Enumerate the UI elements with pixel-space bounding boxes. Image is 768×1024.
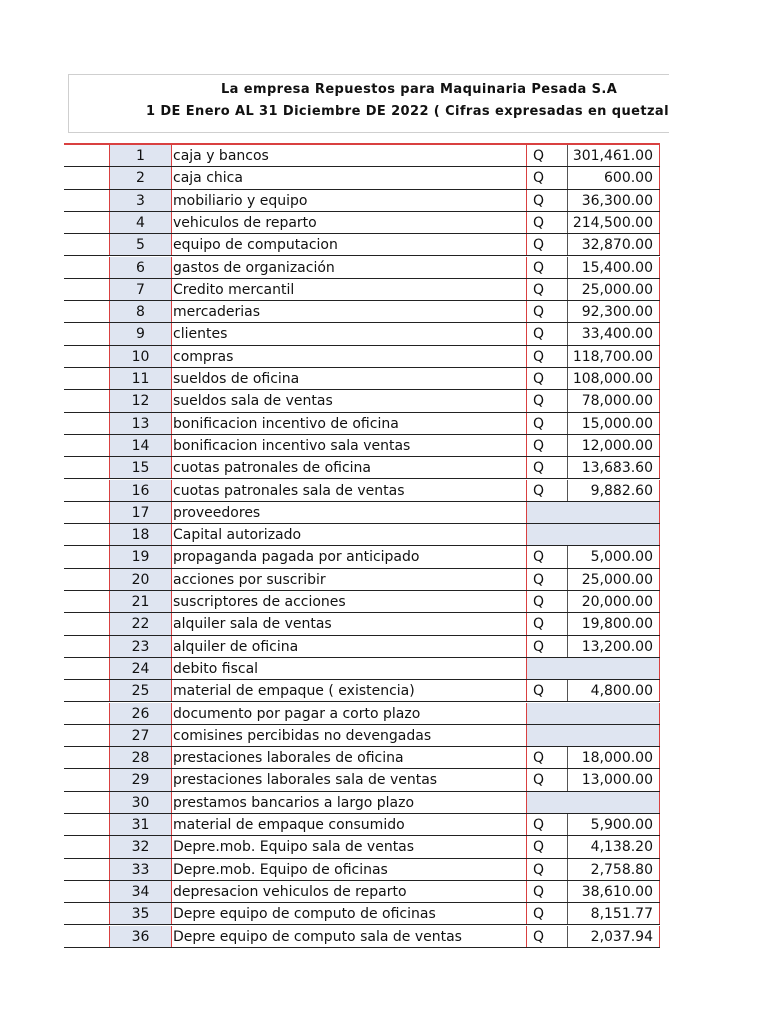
- blank-cell[interactable]: [64, 190, 109, 211]
- row-number-cell[interactable]: 1: [109, 145, 172, 166]
- blank-cell[interactable]: [64, 524, 109, 545]
- table-row: [64, 390, 660, 412]
- blank-cell[interactable]: [64, 480, 109, 501]
- blank-cell[interactable]: [64, 368, 109, 389]
- account-name-cell[interactable]: cuotas patronales de oficina: [173, 460, 371, 477]
- table-row: [64, 457, 660, 479]
- amount-cell[interactable]: 19,800.00: [568, 613, 660, 634]
- account-name-cell[interactable]: proveedores: [173, 504, 261, 521]
- amount-cell[interactable]: 15,000.00: [568, 413, 660, 434]
- amount-cell[interactable]: 33,400.00: [568, 323, 660, 344]
- row-number-cell[interactable]: 25: [109, 680, 172, 701]
- blank-cell[interactable]: [64, 502, 109, 523]
- account-name-cell[interactable]: material de empaque consumido: [173, 817, 405, 833]
- currency-cell[interactable]: [526, 725, 568, 746]
- amount-cell[interactable]: 78,000.00: [568, 390, 660, 411]
- blank-cell[interactable]: [64, 257, 109, 278]
- table-row: [64, 658, 660, 680]
- amount-cell[interactable]: 4,800.00: [568, 680, 660, 701]
- blank-cell[interactable]: [64, 658, 109, 679]
- row-number-cell[interactable]: 34: [109, 881, 172, 902]
- account-name-cell[interactable]: vehiculos de reparto: [173, 214, 317, 231]
- row-number-cell[interactable]: 17: [109, 502, 172, 523]
- currency-cell[interactable]: Q: [526, 480, 568, 501]
- amount-cell[interactable]: 5,000.00: [568, 546, 660, 567]
- row-number-cell[interactable]: 27: [109, 725, 172, 746]
- table-row: [64, 703, 660, 725]
- account-name-cell[interactable]: sueldos de oficina: [173, 371, 300, 387]
- account-name-cell[interactable]: compras: [173, 348, 234, 365]
- currency-cell[interactable]: Q: [526, 167, 568, 188]
- table-row: [64, 323, 660, 345]
- amount-cell[interactable]: [568, 725, 660, 746]
- currency-cell[interactable]: Q: [526, 145, 568, 166]
- table-row: [64, 792, 660, 814]
- row-number-cell[interactable]: 7: [109, 279, 172, 300]
- account-name-cell[interactable]: suscriptores de acciones: [173, 594, 346, 610]
- currency-cell[interactable]: Q: [526, 680, 568, 701]
- table-row: [64, 680, 660, 702]
- row-number-cell[interactable]: 26: [109, 703, 172, 724]
- account-name-cell[interactable]: depresacion vehiculos de reparto: [173, 883, 407, 900]
- currency-cell[interactable]: Q: [526, 769, 568, 790]
- amount-cell[interactable]: [568, 703, 660, 724]
- blank-cell[interactable]: [64, 792, 109, 813]
- currency-cell[interactable]: Q: [526, 257, 568, 278]
- account-name-cell[interactable]: prestamos bancarios a largo plazo: [173, 794, 415, 811]
- table-row: [64, 591, 660, 613]
- account-name-cell[interactable]: Depre equipo de computo de oficinas: [173, 906, 436, 923]
- table-row: [64, 234, 660, 256]
- account-name-cell[interactable]: cuotas patronales sala de ventas: [173, 482, 405, 499]
- currency-cell[interactable]: Q: [526, 859, 568, 880]
- account-name-cell[interactable]: sueldos sala de ventas: [173, 393, 333, 410]
- currency-cell[interactable]: Q: [526, 390, 568, 411]
- currency-cell[interactable]: Q: [526, 323, 568, 344]
- row-number-cell[interactable]: 16: [109, 480, 172, 501]
- amount-cell[interactable]: [568, 792, 660, 813]
- account-name-cell[interactable]: bonificacion incentivo sala ventas: [173, 437, 411, 454]
- currency-cell[interactable]: [526, 658, 568, 679]
- blank-cell[interactable]: [64, 546, 109, 567]
- row-number-cell[interactable]: 22: [109, 613, 172, 634]
- currency-cell[interactable]: Q: [526, 190, 568, 211]
- table-row: [64, 747, 660, 769]
- table-row: [64, 859, 660, 881]
- blank-cell[interactable]: [64, 457, 109, 478]
- blank-cell[interactable]: [64, 725, 109, 746]
- currency-cell[interactable]: Q: [526, 836, 568, 857]
- currency-cell[interactable]: [526, 703, 568, 724]
- blank-cell[interactable]: [64, 636, 109, 657]
- currency-cell[interactable]: Q: [526, 212, 568, 233]
- table-row: [64, 881, 660, 903]
- amount-cell[interactable]: [568, 658, 660, 679]
- account-name-cell[interactable]: clientes: [173, 326, 228, 343]
- blank-cell[interactable]: [64, 703, 109, 724]
- currency-cell[interactable]: Q: [526, 546, 568, 567]
- currency-cell[interactable]: Q: [526, 747, 568, 768]
- blank-cell[interactable]: [64, 747, 109, 768]
- blank-cell[interactable]: [64, 346, 109, 367]
- table-row: [64, 279, 660, 301]
- row-number-cell[interactable]: 36: [109, 926, 172, 947]
- account-name-cell[interactable]: prestaciones laborales de oficina: [173, 750, 404, 767]
- table-row: [64, 769, 660, 791]
- blank-cell[interactable]: [64, 435, 109, 456]
- amount-cell[interactable]: 118,700.00: [568, 346, 660, 367]
- table-row: [64, 301, 660, 323]
- currency-cell[interactable]: [526, 792, 568, 813]
- table-row: [64, 435, 660, 457]
- account-name-cell[interactable]: documento por pagar a corto plazo: [173, 705, 421, 722]
- blank-cell[interactable]: [64, 234, 109, 255]
- table-row: [64, 257, 660, 279]
- currency-cell[interactable]: Q: [526, 903, 568, 924]
- amount-cell[interactable]: 15,400.00: [568, 257, 660, 278]
- account-name-cell[interactable]: equipo de computacion: [173, 237, 338, 254]
- blank-cell[interactable]: [64, 569, 109, 590]
- account-name-cell[interactable]: propaganda pagada por anticipado: [173, 549, 420, 566]
- amount-cell[interactable]: 4,138.20: [568, 836, 660, 857]
- account-name-cell[interactable]: caja chica: [173, 170, 243, 187]
- table-row: [64, 167, 660, 189]
- blank-cell[interactable]: [64, 413, 109, 434]
- row-number-cell[interactable]: 31: [109, 814, 172, 835]
- amount-cell[interactable]: [568, 502, 660, 523]
- amount-cell[interactable]: 36,300.00: [568, 190, 660, 211]
- row-number-cell[interactable]: 2: [109, 167, 172, 188]
- account-name-cell[interactable]: Credito mercantil: [173, 281, 295, 298]
- row-number-cell[interactable]: 4: [109, 212, 172, 233]
- amount-cell[interactable]: 25,000.00: [568, 279, 660, 300]
- blank-cell[interactable]: [64, 926, 109, 947]
- currency-cell[interactable]: Q: [526, 569, 568, 590]
- table-row: [64, 190, 660, 212]
- row-number-cell[interactable]: 8: [109, 301, 172, 322]
- account-name-cell[interactable]: mobiliario y equipo: [173, 192, 308, 209]
- blank-cell[interactable]: [64, 903, 109, 924]
- blank-cell[interactable]: [64, 769, 109, 790]
- account-name-cell[interactable]: comisines percibidas no devengadas: [173, 727, 432, 744]
- currency-cell[interactable]: Q: [526, 346, 568, 367]
- amount-cell[interactable]: 9,882.60: [568, 480, 660, 501]
- account-name-cell[interactable]: material de empaque ( existencia): [173, 683, 415, 700]
- amount-cell[interactable]: 18,000.00: [568, 747, 660, 768]
- amount-cell[interactable]: 2,037.94: [568, 926, 660, 947]
- table-row: [64, 903, 660, 925]
- currency-cell[interactable]: Q: [526, 636, 568, 657]
- table-row: [64, 569, 660, 591]
- table-row: [64, 926, 660, 948]
- amount-cell[interactable]: 600.00: [568, 167, 660, 188]
- blank-cell[interactable]: [64, 390, 109, 411]
- sheet-header: [68, 74, 669, 133]
- table-row: [64, 636, 660, 658]
- table-row: [64, 546, 660, 568]
- row-number-cell[interactable]: 35: [109, 903, 172, 924]
- row-number-cell[interactable]: 10: [109, 346, 172, 367]
- row-number-cell[interactable]: 5: [109, 234, 172, 255]
- blank-cell[interactable]: [64, 167, 109, 188]
- currency-cell[interactable]: Q: [526, 881, 568, 902]
- amount-cell[interactable]: 2,758.80: [568, 859, 660, 880]
- blank-cell[interactable]: [64, 613, 109, 634]
- row-number-cell[interactable]: 15: [109, 457, 172, 478]
- account-name-cell[interactable]: bonificacion incentivo de oficina: [173, 415, 399, 432]
- blank-cell[interactable]: [64, 836, 109, 857]
- row-number-cell[interactable]: 19: [109, 546, 172, 567]
- table-row: [64, 368, 660, 390]
- table-row: [64, 613, 660, 635]
- amount-cell[interactable]: 214,500.00: [568, 212, 660, 233]
- currency-cell[interactable]: [526, 502, 568, 523]
- account-name-cell[interactable]: Depre.mob. Equipo sala de ventas: [173, 839, 415, 856]
- row-number-cell[interactable]: 14: [109, 435, 172, 456]
- blank-cell[interactable]: [64, 279, 109, 300]
- currency-cell[interactable]: Q: [526, 413, 568, 434]
- company-title: La empresa Repuestos para Maquinaria Pesada S.A: [221, 82, 618, 97]
- currency-cell[interactable]: Q: [526, 368, 568, 389]
- row-number-cell[interactable]: 13: [109, 413, 172, 434]
- currency-cell[interactable]: Q: [526, 435, 568, 456]
- amount-cell[interactable]: 38,610.00: [568, 881, 660, 902]
- amount-cell[interactable]: 92,300.00: [568, 301, 660, 322]
- amount-cell[interactable]: 13,200.00: [568, 636, 660, 657]
- account-name-cell[interactable]: caja y bancos: [173, 148, 269, 164]
- table-row: [64, 524, 660, 546]
- row-number-cell[interactable]: 18: [109, 524, 172, 545]
- row-number-cell[interactable]: 21: [109, 591, 172, 612]
- row-number-cell[interactable]: 33: [109, 859, 172, 880]
- amount-cell[interactable]: 13,000.00: [568, 769, 660, 790]
- blank-cell[interactable]: [64, 859, 109, 880]
- amount-cell[interactable]: 5,900.00: [568, 814, 660, 835]
- table-row: [64, 480, 660, 502]
- account-name-cell[interactable]: debito fiscal: [173, 660, 259, 677]
- account-name-cell[interactable]: Depre equipo de computo sala de ventas: [173, 928, 462, 945]
- amount-cell[interactable]: 25,000.00: [568, 569, 660, 590]
- row-number-cell[interactable]: 24: [109, 658, 172, 679]
- currency-cell[interactable]: Q: [526, 814, 568, 835]
- row-number-cell[interactable]: 32: [109, 836, 172, 857]
- account-name-cell[interactable]: Depre.mob. Equipo de oficinas: [173, 861, 388, 878]
- currency-cell[interactable]: Q: [526, 926, 568, 947]
- currency-cell[interactable]: Q: [526, 591, 568, 612]
- table-row: [64, 145, 660, 167]
- row-number-cell[interactable]: 20: [109, 569, 172, 590]
- amount-cell[interactable]: 12,000.00: [568, 435, 660, 456]
- account-name-cell[interactable]: alquiler sala de ventas: [173, 616, 332, 633]
- amount-cell[interactable]: 8,151.77: [568, 903, 660, 924]
- account-name-cell[interactable]: alquiler de oficina: [173, 638, 299, 655]
- amount-cell[interactable]: 301,461.00: [568, 145, 660, 166]
- currency-cell[interactable]: Q: [526, 613, 568, 634]
- row-number-cell[interactable]: 9: [109, 323, 172, 344]
- amount-cell[interactable]: 32,870.00: [568, 234, 660, 255]
- currency-cell[interactable]: Q: [526, 234, 568, 255]
- period-subtitle: 1 DE Enero AL 31 Diciembre DE 2022 ( Cifras expresadas en quetzal: [146, 104, 669, 119]
- blank-cell[interactable]: [64, 680, 109, 701]
- row-number-cell[interactable]: 30: [109, 792, 172, 813]
- table-row: [64, 814, 660, 836]
- row-number-cell[interactable]: 6: [109, 257, 172, 278]
- table-row: [64, 502, 660, 524]
- amount-cell[interactable]: 20,000.00: [568, 591, 660, 612]
- currency-cell[interactable]: Q: [526, 457, 568, 478]
- currency-cell[interactable]: Q: [526, 279, 568, 300]
- amount-cell[interactable]: [568, 524, 660, 545]
- blank-cell[interactable]: [64, 301, 109, 322]
- blank-cell[interactable]: [64, 323, 109, 344]
- blank-cell[interactable]: [64, 591, 109, 612]
- row-number-cell[interactable]: 3: [109, 190, 172, 211]
- currency-cell[interactable]: [526, 524, 568, 545]
- blank-cell[interactable]: [64, 145, 109, 166]
- account-name-cell[interactable]: prestaciones laborales sala de ventas: [173, 772, 438, 789]
- row-number-cell[interactable]: 23: [109, 636, 172, 657]
- row-number-cell[interactable]: 28: [109, 747, 172, 768]
- blank-cell[interactable]: [64, 881, 109, 902]
- row-number-cell[interactable]: 29: [109, 769, 172, 790]
- account-name-cell[interactable]: acciones por suscribir: [173, 571, 326, 588]
- table-row: [64, 836, 660, 858]
- row-number-cell[interactable]: 12: [109, 390, 172, 411]
- account-name-cell[interactable]: gastos de organización: [173, 259, 335, 276]
- amount-cell[interactable]: 13,683.60: [568, 457, 660, 478]
- table-row: [64, 413, 660, 435]
- account-name-cell[interactable]: mercaderias: [173, 304, 260, 321]
- amount-cell[interactable]: 108,000.00: [568, 368, 660, 389]
- table-row: [64, 725, 660, 747]
- table-row: [64, 212, 660, 234]
- currency-cell[interactable]: Q: [526, 301, 568, 322]
- table-row: [64, 346, 660, 368]
- account-name-cell[interactable]: Capital autorizado: [173, 527, 302, 544]
- blank-cell[interactable]: [64, 814, 109, 835]
- blank-cell[interactable]: [64, 212, 109, 233]
- row-number-cell[interactable]: 11: [109, 368, 172, 389]
